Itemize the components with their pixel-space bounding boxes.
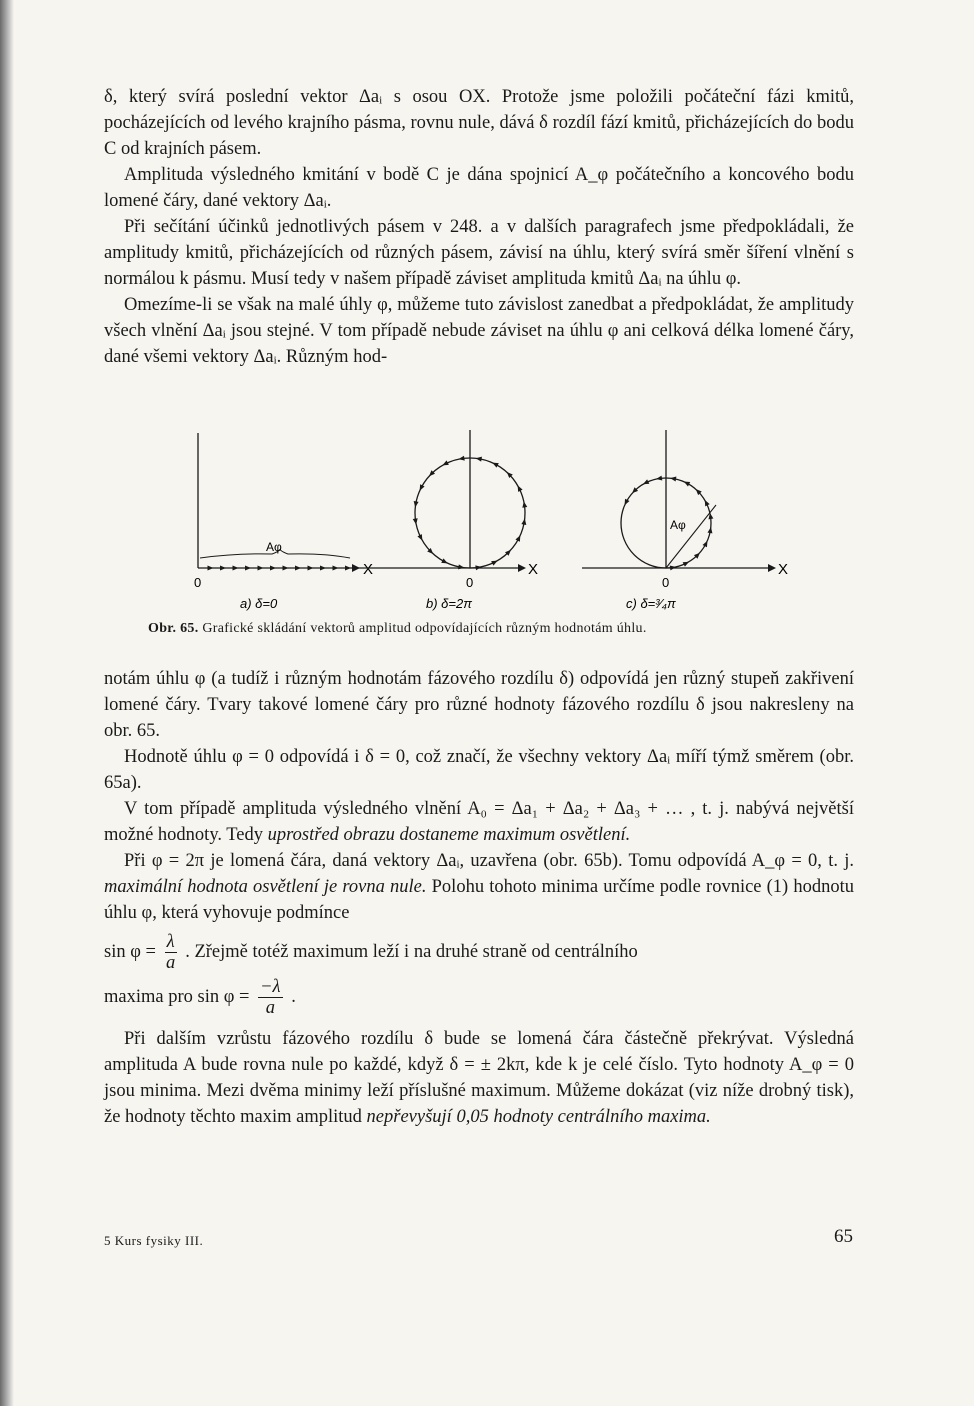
paragraph xyxy=(104,796,854,848)
figure-caption xyxy=(148,621,828,637)
vector-arrowhead xyxy=(622,499,629,507)
vector-arrowhead xyxy=(491,460,499,467)
caption-text: Grafické skládání vektorů amplitud odpovídajících různým hodnotám úhlu. xyxy=(202,621,647,636)
origin-label: 0 xyxy=(662,575,670,590)
text-run: . xyxy=(291,986,296,1007)
vector-arrowhead xyxy=(491,558,499,565)
vector-arrowhead xyxy=(441,558,449,565)
vector-arrowhead xyxy=(258,566,264,571)
vector-arrowhead xyxy=(441,460,449,467)
x-axis-label: X xyxy=(363,561,374,578)
fraction xyxy=(258,977,283,1018)
emphasis: uprostřed obrazu dostaneme maximum osvětlení. xyxy=(267,825,631,845)
vector-arrowhead xyxy=(295,566,301,571)
vector-arrowhead xyxy=(270,566,276,571)
vector-arrowhead xyxy=(320,566,326,571)
denominator: a xyxy=(165,953,176,973)
text-run: Při dalším vzrůstu fázového rozdílu δ bude se lomená čára částečně překrývat. Výsledná amplituda A bude rovna nule po každé, když δ = ± 2kπ, kde k je celé číslo. Tyto hodnoty A_φ = 0 jsou minima. Mezi dvěma minimy leží příslušné maximum. Můžeme dokázat (viz níže drobný tisk), že hodnoty těchto maxim amplitud xyxy=(104,1029,854,1127)
equation-lhs: sin φ = xyxy=(104,941,156,962)
vector-arrowhead xyxy=(683,560,691,567)
paragraph xyxy=(104,1026,854,1130)
paragraph: Hodnotě úhlu φ = 0 odpovídá i δ = 0, což značí, že všechny vektory Δaᵢ míří týmž směrem (obr. 65a). xyxy=(104,747,854,793)
origin-label: 0 xyxy=(466,575,474,590)
vector-arrowhead xyxy=(333,566,339,571)
vector-arrowhead xyxy=(208,566,214,571)
vector-diagram-figure xyxy=(180,425,800,625)
text-run: Při φ = 2π je lomená čára, daná vektory Δaᵢ, uzavřena (obr. 65b). Tomu odpovídá A_φ = 0, t. j. xyxy=(124,851,854,871)
equation-line xyxy=(104,932,854,973)
vector-arrowhead xyxy=(703,540,710,548)
text-run: Polohu tohoto minima určíme podle rovnice (1) hodnotu úhlu φ, která vyhovuje podmínce xyxy=(104,877,854,923)
paragraph: notám úhlu φ (a tudíž i různým hodnotám fázového rozdílu δ) odpovídá jen různý stupeň zakřivení lomené čáry. Tvary takové lomené čáry pro různé hodnoty fázového rozdílu δ jsou nakresleny na obr. 65. xyxy=(104,669,854,741)
vector-arrowhead xyxy=(233,566,239,571)
footer-book-title: 5 Kurs fysiky III. xyxy=(104,1233,204,1248)
vector-arrowhead xyxy=(703,499,710,507)
x-axis-label: X xyxy=(528,561,539,578)
book-binding-shadow xyxy=(0,0,14,1406)
text-run: V tom případě amplituda výsledného vlnění A₀ = Δa₁ + Δa₂ + Δa₃ + … , t. j. nabývá největší možné hodnoty. Tedy xyxy=(104,799,854,845)
vector-arrowhead xyxy=(345,566,351,571)
diagram-b xyxy=(356,430,527,572)
vector-arrowhead xyxy=(417,534,424,542)
label-c: c) δ=³⁄₄π xyxy=(626,596,676,611)
vector-arrowhead xyxy=(515,534,522,542)
text-run: . Zřejmě totéž maximum leží i na druhé straně od centrálního xyxy=(185,941,638,962)
numerator: −λ xyxy=(260,977,281,997)
equation-line xyxy=(104,977,854,1018)
text-block-top xyxy=(104,84,854,370)
caption-prefix: Obr. 65. xyxy=(148,621,199,636)
amplitude-label: Aφ xyxy=(670,518,686,532)
diagram-c xyxy=(582,430,776,572)
fraction xyxy=(165,932,177,973)
vector-arrowhead xyxy=(642,479,650,486)
label-b: b) δ=2π xyxy=(426,596,472,611)
paragraph: Omezíme-li se však na malé úhly φ, můžeme tuto závislost zanedbat a předpokládat, že amplitudy všech vlnění Δaᵢ jsou stejné. V tom případě nebude záviset na úhlu φ ani celková délka lomené čáry, dané všemi vektory Δaᵢ. Různým hod- xyxy=(104,295,854,367)
amplitude-label: Aφ xyxy=(266,540,282,554)
paragraph: δ, který svírá poslední vektor Δaᵢ s osou OX. Protože jsme položili počáteční fázi kmitů, pocházejících od levého krajního pásma, rovnu nule, dává δ rozdíl fází kmitů, přicházejících do bodu C od krajních pásem. xyxy=(104,87,854,159)
vector-arrowhead xyxy=(308,566,314,571)
equation-lhs: maxima pro sin φ = xyxy=(104,986,250,1007)
origin-label: 0 xyxy=(194,575,202,590)
vector-arrowhead xyxy=(683,479,691,486)
vector-arrowhead xyxy=(417,484,424,492)
label-a: a) δ=0 xyxy=(240,596,278,611)
vector-arrowhead xyxy=(515,484,522,492)
vector-arrowhead xyxy=(245,566,251,571)
vector-arrowhead xyxy=(220,566,226,571)
emphasis: maximální hodnota osvětlení je rovna nule. xyxy=(104,877,427,897)
paragraph: Amplituda výsledného kmitání v bodě C je dána spojnicí A_φ počátečního a koncového bodu lomené čáry, dané vektory Δaᵢ. xyxy=(104,165,854,211)
page-number: 65 xyxy=(834,1226,853,1247)
vector-arrowhead xyxy=(283,566,289,571)
numerator: λ xyxy=(166,932,175,952)
denominator: a xyxy=(265,998,275,1018)
x-axis-label: X xyxy=(778,561,789,578)
emphasis: nepřevyšují 0,05 hodnoty centrálního maxima. xyxy=(366,1107,711,1127)
paragraph: Při sečítání účinků jednotlivých pásem v 248. a v dalších paragrafech jsme předpokládali, že amplitudy kmitů, přicházejících od různých pásem, závisí na úhlu, který svírá směr šíření vlnění s normálou k pásmu. Musí tedy v našem případě záviset amplituda kmitů Δaᵢ na úhlu φ. xyxy=(104,217,854,289)
paragraph xyxy=(104,848,854,926)
text-block-bottom xyxy=(104,666,854,1130)
